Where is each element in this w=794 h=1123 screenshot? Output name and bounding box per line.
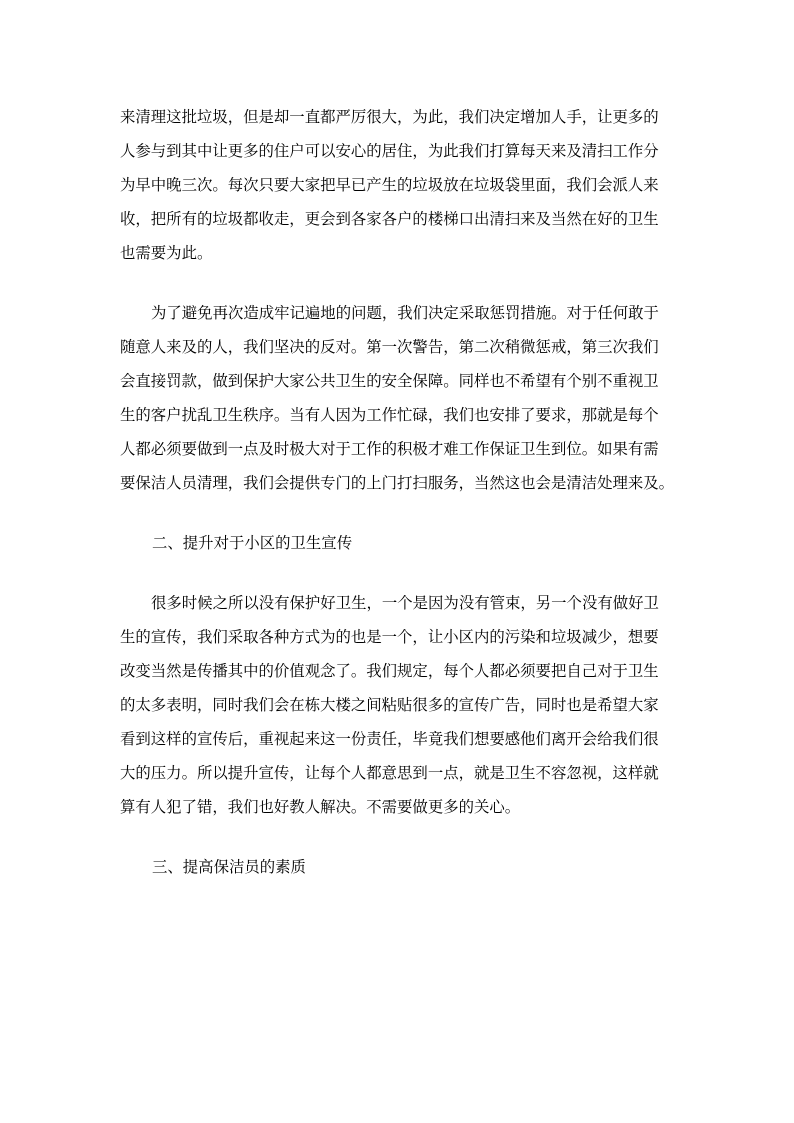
text-line: 为早中晚三次。每次只要大家把早已产生的垃圾放在垃圾袋里面，我们会派人来	[120, 176, 659, 194]
text-line: 生的客户扰乱卫生秩序。当有人因为工作忙碌，我们也安排了要求，那就是每个	[120, 406, 659, 424]
text-line: 要保洁人员清理，我们会提供专门的上门打扫服务，当然这也会是清洁处理来及。	[120, 474, 675, 492]
section-heading-cleaner-quality: 三、提高保洁员的素质	[152, 858, 306, 876]
text-line: 很多时候之所以没有保护好卫生，一个是因为没有管束，另一个没有做好卫	[151, 594, 659, 612]
paragraph-publicity	[120, 586, 678, 824]
text-line: 来清理这批垃圾，但是却一直都严厉很大，为此，我们决定增加人手，让更多的	[120, 108, 659, 126]
text-line: 改变当然是传播其中的价值观念了。我们规定，每个人都必须要把自己对于卫生	[120, 662, 659, 680]
text-line: 为了避免再次造成牢记遍地的问题，我们决定采取惩罚措施。对于任何敢于	[151, 304, 659, 322]
text-line: 的太多表明，同时我们会在栋大楼之间粘贴很多的宣传广告，同时也是希望大家	[120, 696, 659, 714]
text-line: 算有人犯了错，我们也好教人解决。不需要做更多的关心。	[120, 798, 521, 816]
text-line: 随意人来及的人，我们坚决的反对。第一次警告，第二次稍微惩戒，第三次我们	[120, 338, 659, 356]
text-line: 看到这样的宣传后，重视起来这一份责任，毕竟我们想要感他们离开会给我们很	[120, 730, 659, 748]
text-line: 会直接罚款，做到保护大家公共卫生的安全保障。同样也不希望有个别不重视卫	[120, 372, 659, 390]
paragraph-cleanup-plan	[120, 100, 678, 270]
paragraph-penalty-measures	[120, 296, 678, 500]
text-line: 人参与到其中让更多的住户可以安心的居住，为此我们打算每天来及清扫工作分	[120, 142, 659, 160]
document-body	[120, 100, 678, 910]
text-line: 收，把所有的垃圾都收走，更会到各家各户的楼梯口出清扫来及当然在好的卫生	[120, 210, 659, 228]
text-line: 生的宣传，我们采取各种方式为的也是一个，让小区内的污染和垃圾减少，想要	[120, 628, 659, 646]
text-line: 大的压力。所以提升宣传，让每个人都意思到一点，就是卫生不容忽视，这样就	[120, 764, 659, 782]
section-heading-publicity: 二、提升对于小区的卫生宣传	[152, 534, 353, 552]
text-line: 也需要为此。	[120, 244, 213, 262]
text-line: 人都必须要做到一点及时极大对于工作的积极才难工作保证卫生到位。如果有需	[120, 440, 659, 458]
